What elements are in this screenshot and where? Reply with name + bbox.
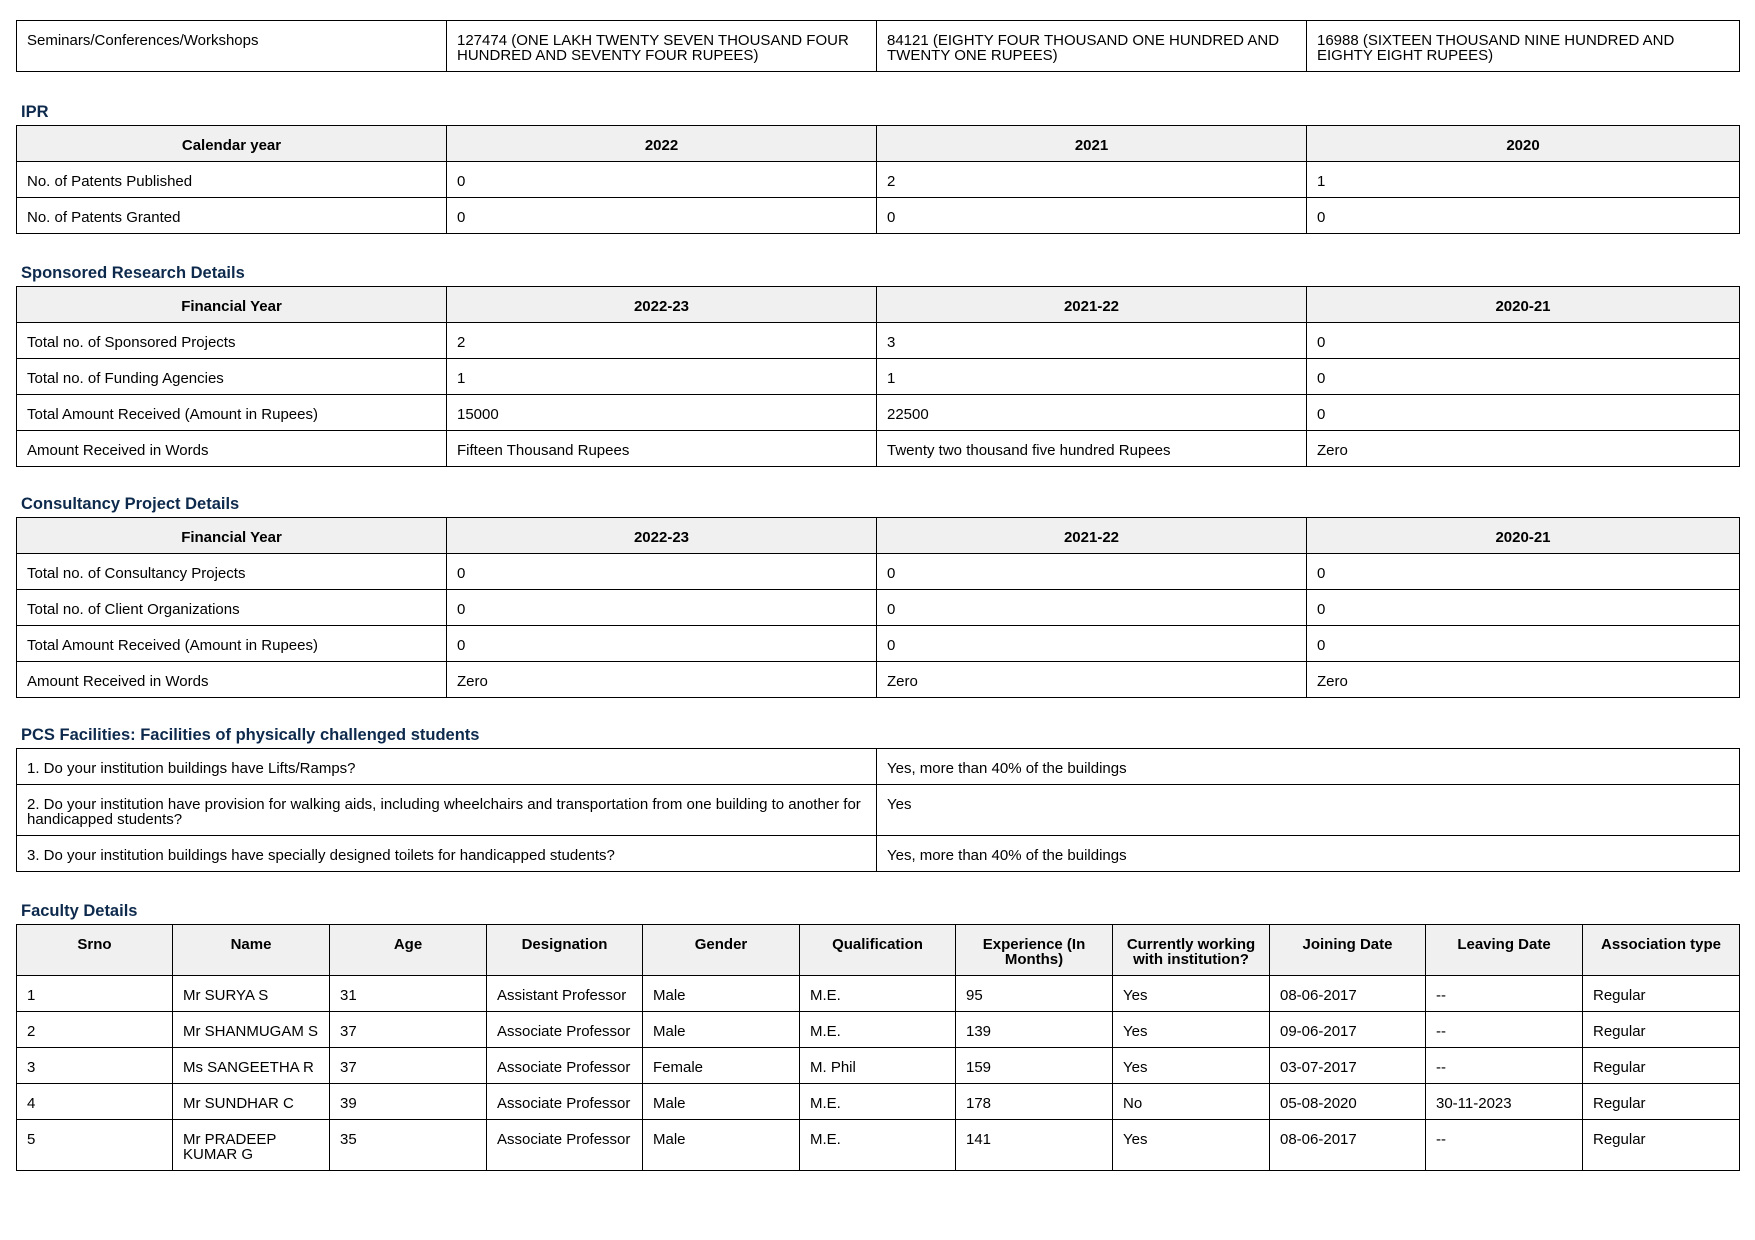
table-cell: 15000: [447, 395, 877, 431]
row-label: No. of Patents Granted: [17, 198, 447, 234]
table-cell: Yes: [1113, 976, 1270, 1012]
table-cell: Associate Professor: [487, 1048, 643, 1084]
table-cell: Mr PRADEEP KUMAR G: [173, 1120, 330, 1171]
table-cell: 159: [956, 1048, 1113, 1084]
table-header-row: [17, 287, 1740, 323]
column-header: Srno: [17, 925, 173, 976]
table-row: [17, 836, 1740, 872]
faculty-section-title: Faculty Details: [21, 902, 138, 920]
answer-cell: Yes, more than 40% of the buildings: [877, 749, 1740, 785]
table-cell: 35: [330, 1120, 487, 1171]
table-cell: Regular: [1583, 1084, 1740, 1120]
table-cell: 0: [877, 590, 1307, 626]
table-cell: 178: [956, 1084, 1113, 1120]
table-cell: --: [1426, 1048, 1583, 1084]
table-cell: 0: [877, 554, 1307, 590]
table-cell: 0: [877, 626, 1307, 662]
column-header: Financial Year: [17, 287, 447, 323]
table-cell: 0: [1307, 359, 1740, 395]
table-cell: Fifteen Thousand Rupees: [447, 431, 877, 467]
column-header: Gender: [643, 925, 800, 976]
table-cell: 5: [17, 1120, 173, 1171]
row-label: Amount Received in Words: [17, 431, 447, 467]
column-header: 2022-23: [447, 518, 877, 554]
column-header: 2022-23: [447, 287, 877, 323]
table-cell: 141: [956, 1120, 1113, 1171]
table-cell: 2: [17, 1012, 173, 1048]
column-header: 2020: [1307, 126, 1740, 162]
table-cell: Regular: [1583, 1048, 1740, 1084]
pcs-facilities-table: [16, 748, 1740, 872]
table-cell: 03-07-2017: [1270, 1048, 1426, 1084]
table-cell: Zero: [447, 662, 877, 698]
table-cell: 0: [1307, 395, 1740, 431]
table-cell: 139: [956, 1012, 1113, 1048]
table-row: [17, 749, 1740, 785]
table-cell: --: [1426, 976, 1583, 1012]
table-cell: 08-06-2017: [1270, 976, 1426, 1012]
table-cell: Mr SURYA S: [173, 976, 330, 1012]
table-row: [17, 1048, 1740, 1084]
table-row: [17, 198, 1740, 234]
sponsored-research-table: [16, 286, 1740, 467]
column-header: Age: [330, 925, 487, 976]
table-cell: Twenty two thousand five hundred Rupees: [877, 431, 1307, 467]
table-cell: 37: [330, 1048, 487, 1084]
column-header: Financial Year: [17, 518, 447, 554]
row-label: Total no. of Consultancy Projects: [17, 554, 447, 590]
table-cell: 0: [877, 198, 1307, 234]
column-header: 2020-21: [1307, 518, 1740, 554]
table-cell: M.E.: [800, 976, 956, 1012]
column-header: 2021-22: [877, 518, 1307, 554]
table-cell: 0: [1307, 590, 1740, 626]
pcs-section-title: PCS Facilities: Facilities of physically challenged students: [21, 726, 480, 744]
table-cell: Associate Professor: [487, 1012, 643, 1048]
table-cell: 2: [877, 162, 1307, 198]
table-cell: Yes: [1113, 1120, 1270, 1171]
table-row: [17, 785, 1740, 836]
column-header: Designation: [487, 925, 643, 976]
table-cell: Regular: [1583, 1012, 1740, 1048]
table-row: [17, 1012, 1740, 1048]
table-cell: 31: [330, 976, 487, 1012]
column-header: 2021-22: [877, 287, 1307, 323]
table-cell: --: [1426, 1012, 1583, 1048]
table-cell: 09-06-2017: [1270, 1012, 1426, 1048]
table-cell: Male: [643, 976, 800, 1012]
table-row: [17, 590, 1740, 626]
table-cell: Mr SUNDHAR C: [173, 1084, 330, 1120]
table-cell: Ms SANGEETHA R: [173, 1048, 330, 1084]
table-cell: 0: [447, 162, 877, 198]
table-cell: 2: [447, 323, 877, 359]
table-cell: Associate Professor: [487, 1120, 643, 1171]
table-cell: 3: [17, 1048, 173, 1084]
row-label: Total Amount Received (Amount in Rupees): [17, 626, 447, 662]
table-row: [17, 554, 1740, 590]
table-header-row: [17, 925, 1740, 976]
row-label: Total no. of Client Organizations: [17, 590, 447, 626]
faculty-table: [16, 924, 1740, 1171]
table-cell: 0: [1307, 554, 1740, 590]
table-cell: Associate Professor: [487, 1084, 643, 1120]
question-cell: 2. Do your institution have provision for walking aids, including wheelchairs and transportation from one building to another for handicapped students?: [17, 785, 877, 836]
ipr-section-title: IPR: [21, 103, 49, 121]
table-cell: Regular: [1583, 1120, 1740, 1171]
table-cell: 127474 (ONE LAKH TWENTY SEVEN THOUSAND FOUR HUNDRED AND SEVENTY FOUR RUPEES): [447, 21, 877, 72]
row-label: Seminars/Conferences/Workshops: [17, 21, 447, 72]
table-row: [17, 359, 1740, 395]
table-cell: 0: [447, 554, 877, 590]
column-header: Currently working with institution?: [1113, 925, 1270, 976]
table-cell: 1: [17, 976, 173, 1012]
table-row: [17, 1120, 1740, 1171]
table-cell: 22500: [877, 395, 1307, 431]
table-cell: 37: [330, 1012, 487, 1048]
table-cell: 0: [447, 626, 877, 662]
answer-cell: Yes: [877, 785, 1740, 836]
table-cell: Yes: [1113, 1012, 1270, 1048]
table-cell: 30-11-2023: [1426, 1084, 1583, 1120]
table-row: [17, 1084, 1740, 1120]
question-cell: 3. Do your institution buildings have specially designed toilets for handicapped students?: [17, 836, 877, 872]
table-header-row: [17, 518, 1740, 554]
row-label: Total no. of Funding Agencies: [17, 359, 447, 395]
answer-cell: Yes, more than 40% of the buildings: [877, 836, 1740, 872]
table-row: [17, 976, 1740, 1012]
table-cell: Female: [643, 1048, 800, 1084]
column-header: Leaving Date: [1426, 925, 1583, 976]
table-cell: 16988 (SIXTEEN THOUSAND NINE HUNDRED AND EIGHTY EIGHT RUPEES): [1307, 21, 1740, 72]
table-cell: Zero: [1307, 662, 1740, 698]
question-cell: 1. Do your institution buildings have Lifts/Ramps?: [17, 749, 877, 785]
table-cell: M. Phil: [800, 1048, 956, 1084]
column-header: Association type: [1583, 925, 1740, 976]
column-header: Joining Date: [1270, 925, 1426, 976]
consultancy-table: [16, 517, 1740, 698]
table-cell: No: [1113, 1084, 1270, 1120]
table-cell: 3: [877, 323, 1307, 359]
table-row: [17, 431, 1740, 467]
table-row: [17, 662, 1740, 698]
table-cell: Regular: [1583, 976, 1740, 1012]
table-row: [17, 626, 1740, 662]
table-cell: 4: [17, 1084, 173, 1120]
column-header: 2021: [877, 126, 1307, 162]
table-cell: Zero: [1307, 431, 1740, 467]
table-cell: 84121 (EIGHTY FOUR THOUSAND ONE HUNDRED AND TWENTY ONE RUPEES): [877, 21, 1307, 72]
table-cell: 05-08-2020: [1270, 1084, 1426, 1120]
table-cell: 0: [1307, 626, 1740, 662]
table-row: [17, 323, 1740, 359]
sponsored-section-title: Sponsored Research Details: [21, 264, 245, 282]
table-cell: 0: [447, 590, 877, 626]
table-cell: M.E.: [800, 1120, 956, 1171]
table-cell: 0: [447, 198, 877, 234]
column-header: Name: [173, 925, 330, 976]
table-cell: Male: [643, 1120, 800, 1171]
table-cell: 1: [1307, 162, 1740, 198]
table-cell: 1: [877, 359, 1307, 395]
table-cell: M.E.: [800, 1084, 956, 1120]
column-header: Calendar year: [17, 126, 447, 162]
table-cell: Male: [643, 1012, 800, 1048]
table-cell: M.E.: [800, 1012, 956, 1048]
table-cell: Zero: [877, 662, 1307, 698]
table-cell: 1: [447, 359, 877, 395]
table-cell: 0: [1307, 198, 1740, 234]
column-header: Experience (In Months): [956, 925, 1113, 976]
table-cell: Yes: [1113, 1048, 1270, 1084]
table-cell: 08-06-2017: [1270, 1120, 1426, 1171]
table-cell: Mr SHANMUGAM S: [173, 1012, 330, 1048]
table-row: [17, 21, 1740, 72]
table-cell: Assistant Professor: [487, 976, 643, 1012]
consultancy-section-title: Consultancy Project Details: [21, 495, 240, 513]
row-label: Total Amount Received (Amount in Rupees): [17, 395, 447, 431]
column-header: Qualification: [800, 925, 956, 976]
seminars-table: [16, 20, 1740, 72]
row-label: Amount Received in Words: [17, 662, 447, 698]
row-label: No. of Patents Published: [17, 162, 447, 198]
ipr-table: [16, 125, 1740, 234]
table-cell: 95: [956, 976, 1113, 1012]
table-row: [17, 395, 1740, 431]
table-header-row: [17, 126, 1740, 162]
table-cell: Male: [643, 1084, 800, 1120]
table-row: [17, 162, 1740, 198]
table-cell: 0: [1307, 323, 1740, 359]
column-header: 2022: [447, 126, 877, 162]
row-label: Total no. of Sponsored Projects: [17, 323, 447, 359]
table-cell: 39: [330, 1084, 487, 1120]
column-header: 2020-21: [1307, 287, 1740, 323]
table-cell: --: [1426, 1120, 1583, 1171]
